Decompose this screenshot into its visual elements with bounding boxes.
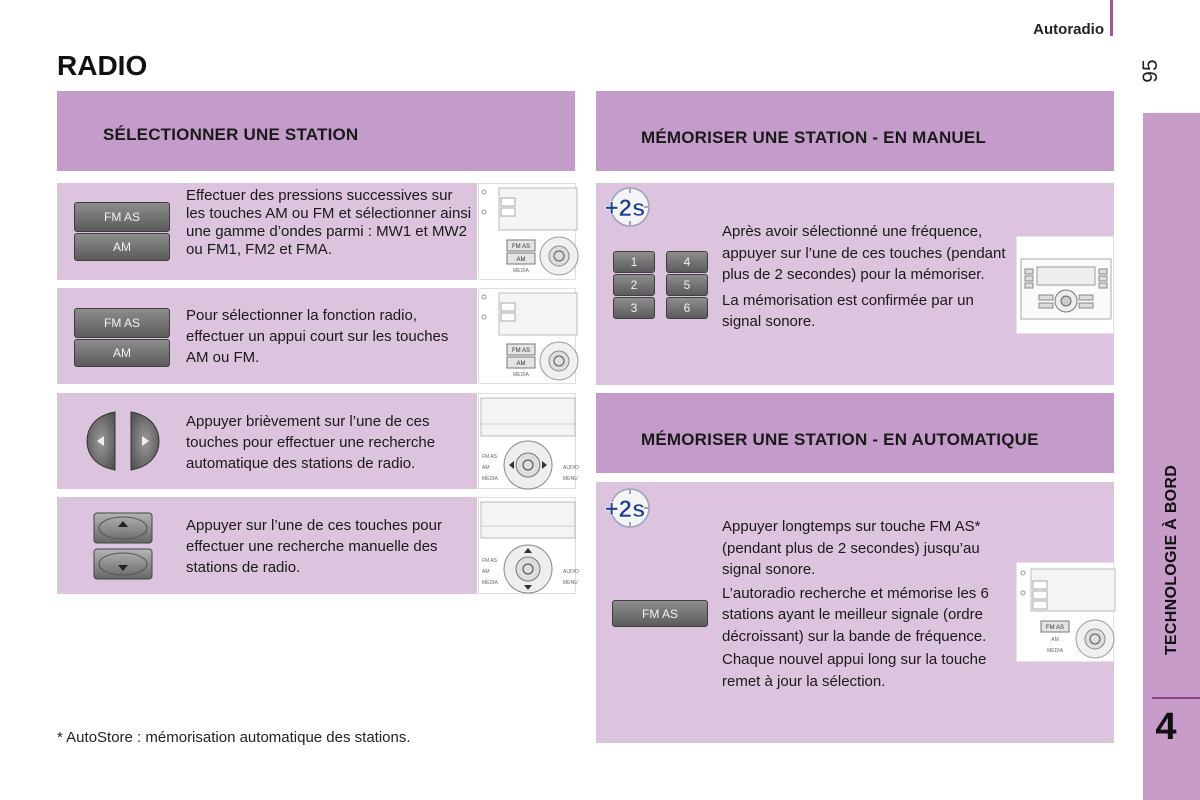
plus-2s-timer-icon — [598, 186, 654, 228]
radio-illustration-auto — [1016, 562, 1114, 662]
instruction-text-3: Appuyer brièvement sur l’une de ces touches pour effectuer une recherche automatique des stations de radio. — [186, 413, 436, 472]
svg-text:AM: AM — [516, 361, 526, 367]
auto-paragraph-2: L’autoradio recherche et mémorise les 6 stations ayant le meilleur signale (ordre décroissant) sur la bande de fréquence. — [722, 584, 989, 645]
seek-left-right-keys — [85, 410, 161, 472]
radio-faceplate-auto — [1017, 563, 1115, 663]
svg-text:MENU: MENU — [563, 476, 578, 482]
section-title: Autoradio — [1033, 21, 1104, 38]
preset-key-6: 6 — [666, 297, 708, 319]
radio-faceplate-manual — [1017, 237, 1115, 335]
chapter-divider — [1152, 697, 1200, 699]
instruction-text-4: Appuyer sur l’une de ces touches pour effectuer une recherche manuelle des stations de radio. — [186, 517, 442, 576]
footnote: * AutoStore : mémorisation automatique des stations. — [57, 729, 411, 746]
radio-faceplate-2 — [479, 289, 577, 385]
instruction-text-1: Effectuer des pressions successives sur les touches AM ou FM et sélectionner ainsi une gamme d’ondes parmi : MW1 et MW2 ou FM1, FM2 et FMA. — [186, 187, 472, 258]
svg-text:+2s: +2s — [604, 496, 646, 523]
svg-text:FM AS: FM AS — [511, 244, 531, 250]
svg-text:MENU: MENU — [563, 580, 578, 586]
radio-illustration-manual — [1016, 236, 1114, 334]
header-accent-bar — [1110, 0, 1113, 36]
svg-text:FM AS: FM AS — [482, 454, 498, 460]
svg-text:AUDIO: AUDIO — [563, 569, 579, 575]
radio-illustration-2 — [478, 288, 576, 384]
svg-text:+2s: +2s — [604, 195, 646, 222]
radio-illustration-1 — [478, 183, 576, 280]
chapter-side-label: TECHNOLOGIE À BORD — [1162, 464, 1180, 656]
svg-text:FM AS: FM AS — [482, 558, 498, 564]
svg-text:AM: AM — [1051, 637, 1059, 643]
manual-memory-text — [722, 221, 1012, 335]
radio-faceplate-4 — [479, 498, 577, 595]
svg-text:MEDIA: MEDIA — [513, 268, 529, 274]
fm-as-key: FM AS — [74, 202, 170, 232]
preset-key-2: 2 — [613, 274, 655, 296]
am-key: AM — [74, 233, 170, 261]
fm-as-key: FM AS — [612, 600, 708, 627]
auto-paragraph-1: Appuyer longtemps sur touche FM AS* (pendant plus de 2 secondes) jusqu’au signal sonore. — [722, 518, 981, 578]
instruction-text-2: Pour sélectionner la fonction radio, effectuer un appui court sur les touches AM ou FM. — [186, 307, 449, 366]
svg-text:AUDIO: AUDIO — [563, 465, 579, 471]
section-title-auto: MÉMORISER UNE STATION - EN AUTOMATIQUE — [641, 430, 1039, 449]
svg-text:FM AS: FM AS — [1045, 625, 1065, 631]
section-title-manual: MÉMORISER UNE STATION - EN MANUEL — [641, 128, 987, 147]
svg-text:FM AS: FM AS — [511, 348, 531, 354]
manual-paragraph-2: La mémorisation est confirmée par un signal sonore. — [722, 291, 974, 330]
preset-key-5: 5 — [666, 274, 708, 296]
manual-paragraph-1: Après avoir sélectionné une fréquence, appuyer sur l’une de ces touches (pendant plus de 2 secondes) pour la mémoriser. — [722, 223, 1006, 283]
svg-text:AM: AM — [482, 465, 490, 471]
svg-text:AM: AM — [482, 569, 490, 575]
plus-2s-timer-icon — [598, 487, 654, 529]
preset-key-1: 1 — [613, 251, 655, 273]
svg-text:AM: AM — [516, 257, 526, 263]
svg-text:MEDIA: MEDIA — [482, 476, 498, 482]
svg-text:MEDIA: MEDIA — [482, 580, 498, 586]
page-title: RADIO — [57, 50, 148, 81]
radio-faceplate-3 — [479, 394, 577, 490]
chapter-number: 4 — [1155, 706, 1177, 748]
preset-key-3: 3 — [613, 297, 655, 319]
auto-memory-text — [722, 516, 1002, 694]
fm-as-key: FM AS — [74, 308, 170, 338]
seek-up-down-keys — [93, 512, 153, 580]
radio-illustration-4 — [478, 497, 579, 594]
svg-text:MEDIA: MEDIA — [513, 372, 529, 378]
am-key: AM — [74, 339, 170, 367]
auto-paragraph-3: Chaque nouvel appui long sur la touche remet à jour la sélection. — [722, 651, 987, 690]
radio-faceplate-1 — [479, 184, 577, 281]
radio-illustration-3 — [478, 393, 579, 489]
page-number: 95 — [1139, 59, 1162, 83]
preset-key-4: 4 — [666, 251, 708, 273]
svg-text:MEDIA: MEDIA — [1047, 648, 1063, 654]
section-title-select: SÉLECTIONNER UNE STATION — [103, 125, 359, 144]
